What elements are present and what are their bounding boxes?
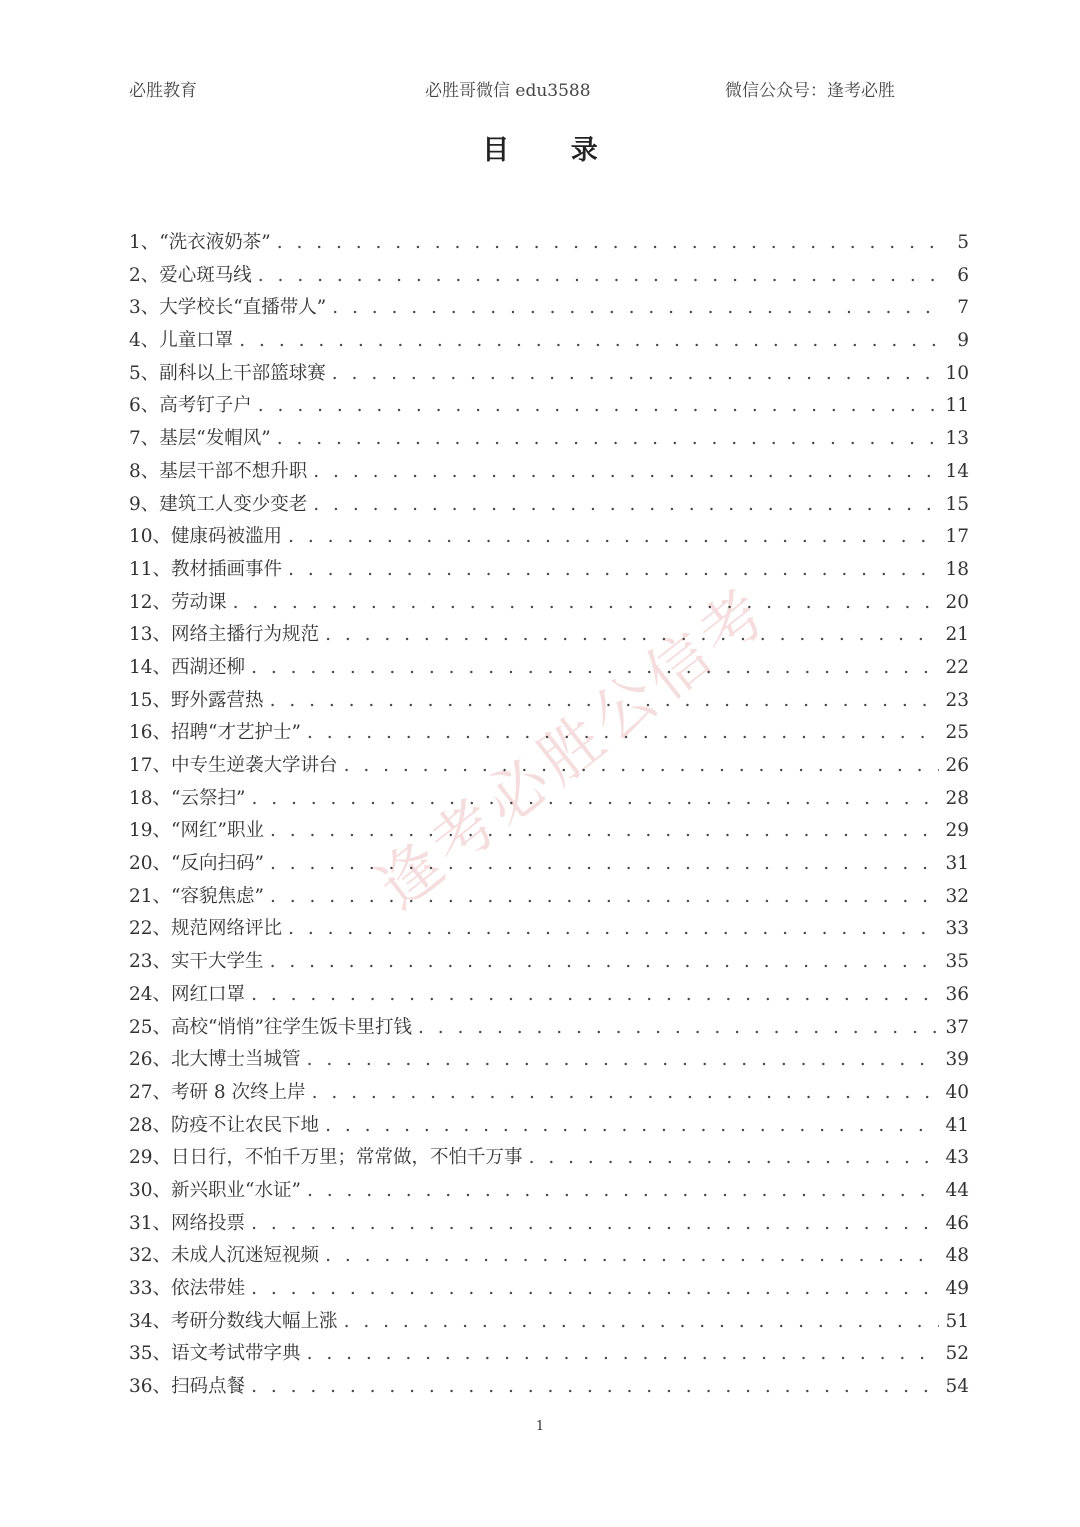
toc-entry-page: 20 (945, 591, 969, 613)
toc-entry-number: 5、 (129, 362, 160, 384)
toc-entry-number: 21、 (129, 885, 172, 907)
toc-entry[interactable] (129, 620, 969, 653)
toc-entry-page: 51 (945, 1310, 969, 1332)
toc-entry-title: 野外露营热 (171, 689, 264, 711)
toc-entry-number: 32、 (129, 1245, 172, 1267)
toc-dot-leader (344, 1311, 940, 1332)
toc-entry[interactable] (129, 914, 969, 947)
toc-entry-title: 高考钉子户 (159, 395, 252, 417)
toc-entry[interactable] (129, 359, 969, 392)
toc-entry-page: 52 (945, 1343, 969, 1365)
toc-entry-number: 2、 (129, 264, 160, 286)
toc-dot-leader (270, 951, 940, 972)
toc-entry[interactable] (129, 1045, 969, 1078)
toc-entry-title: “容貌焦虑” (171, 885, 264, 907)
toc-entry-page: 43 (945, 1147, 969, 1169)
toc-entry-page: 31 (945, 853, 969, 875)
toc-entry-page: 9 (957, 330, 969, 352)
toc-entry-number: 12、 (129, 591, 172, 613)
toc-entry[interactable] (129, 1274, 969, 1307)
toc-entry-title: “云祭扫” (171, 787, 246, 809)
toc-entry-number: 33、 (129, 1278, 172, 1299)
toc-dot-leader (332, 297, 945, 318)
toc-entry-page: 22 (945, 656, 969, 678)
toc-dot-leader (251, 1376, 939, 1397)
toc-entry[interactable] (129, 1339, 969, 1372)
watermark-glyph: 必 (470, 743, 565, 840)
toc-dot-leader (251, 788, 939, 809)
toc-entry[interactable] (129, 1078, 969, 1111)
toc-dot-leader (233, 592, 940, 613)
toc-entry-page: 5 (957, 232, 969, 253)
toc-entry[interactable] (129, 751, 969, 784)
toc-entry-title: 防疫不让农民下地 (171, 1114, 320, 1136)
toc-entry-title: 高校“悄悄”往学生饭卡里打钱 (171, 1016, 412, 1038)
watermark-glyph: 考 (416, 785, 511, 882)
toc-entry-title: 大学校长“直播带人” (159, 297, 327, 319)
toc-entry-number: 22、 (129, 918, 172, 940)
toc-entry[interactable] (129, 816, 969, 849)
toc-entry-page: 6 (957, 264, 969, 286)
toc-entry-title: 教材插画事件 (171, 558, 283, 580)
toc-entry-page: 21 (945, 624, 969, 646)
toc-entry-page: 36 (945, 983, 969, 1005)
toc-entry[interactable] (129, 784, 969, 817)
toc-entry-page: 41 (945, 1114, 969, 1136)
toc-entry-number: 18、 (129, 787, 172, 809)
toc-entry-number: 9、 (129, 493, 160, 515)
toc-entry[interactable] (129, 1307, 969, 1340)
toc-entry-title: 新兴职业“水证” (171, 1179, 301, 1201)
toc-dot-leader (251, 1213, 939, 1234)
toc-entry-number: 4、 (129, 330, 160, 352)
toc-entry-title: 网络投票 (171, 1212, 246, 1234)
header-center-text: 必胜哥微信 edu3588 (425, 81, 591, 101)
toc-entry-number: 16、 (129, 722, 172, 744)
toc-entry-page: 46 (945, 1212, 969, 1234)
toc-dot-leader (288, 918, 939, 939)
toc-entry-page: 17 (945, 526, 969, 548)
toc-entry-page: 48 (945, 1245, 969, 1267)
toc-dot-leader (288, 559, 939, 580)
toc-entry-title: 日日行，不怕千万里；常常做，不怕千万事 (171, 1147, 523, 1169)
toc-dot-leader (313, 461, 939, 482)
toc-entry-title: 健康码被滥用 (171, 526, 283, 548)
toc-entry-page: 14 (945, 460, 969, 482)
toc-entry-title: 北大博士当城管 (171, 1049, 301, 1071)
toc-entry-page: 40 (945, 1081, 969, 1103)
toc-entry[interactable] (129, 1111, 969, 1144)
toc-entry-title: “反向扫码” (171, 853, 264, 875)
toc-dot-leader (270, 853, 939, 874)
toc-entry-title: 建筑工人变少变老 (159, 493, 308, 515)
toc-dot-leader (239, 330, 945, 351)
toc-entry-number: 6、 (129, 395, 160, 417)
toc-entry[interactable] (129, 228, 969, 261)
toc-entry-number: 24、 (129, 983, 172, 1005)
toc-dot-leader (332, 363, 940, 384)
toc-entry[interactable] (129, 882, 969, 915)
toc-entry-page: 29 (945, 820, 969, 842)
toc-entry-title: 网络主播行为规范 (171, 624, 320, 646)
header-left-text: 必胜教育 (129, 81, 197, 101)
toc-entry[interactable] (129, 326, 969, 359)
watermark-glyph: 逢 (363, 827, 458, 924)
toc-dot-leader (258, 395, 940, 416)
toc-entry-page: 11 (945, 395, 969, 417)
toc-entry-number: 23、 (129, 951, 172, 973)
toc-entry-page: 44 (945, 1179, 969, 1201)
toc-entry-title: 劳动课 (171, 591, 227, 613)
toc-entry-title: 扫码点餐 (171, 1376, 246, 1398)
toc-entry[interactable] (129, 261, 969, 294)
toc-dot-leader (258, 265, 945, 286)
toc-entry-title: 招聘“才艺护士” (171, 722, 301, 744)
toc-entry[interactable] (129, 718, 969, 751)
table-of-contents (129, 228, 969, 1405)
toc-entry-title: 基层“发帽风” (159, 428, 271, 450)
toc-entry[interactable] (129, 391, 969, 424)
toc-entry-title: 规范网络评比 (171, 918, 283, 940)
toc-entry-number: 30、 (129, 1179, 172, 1201)
toc-entry-number: 10、 (129, 526, 172, 548)
toc-entry[interactable] (129, 490, 969, 523)
toc-entry-number: 26、 (129, 1049, 172, 1071)
watermark-glyph: 考 (684, 576, 779, 672)
watermark-glyph: 胜 (523, 701, 618, 798)
toc-entry-number: 1、 (129, 232, 160, 253)
toc-entry-page: 54 (945, 1376, 969, 1398)
toc-entry-number: 11、 (129, 558, 172, 580)
toc-dot-leader (277, 428, 940, 449)
toc-dot-leader (325, 624, 939, 645)
toc-dot-leader (313, 494, 939, 515)
toc-entry-page: 25 (945, 722, 969, 744)
page-number: 1 (535, 1419, 545, 1434)
toc-dot-leader (288, 526, 939, 547)
toc-entry-page: 28 (945, 787, 969, 809)
toc-entry-page: 26 (945, 755, 969, 776)
toc-entry[interactable] (129, 293, 969, 326)
toc-entry-title: 语文考试带字典 (171, 1343, 301, 1365)
toc-entry-page: 13 (945, 428, 969, 450)
toc-dot-leader (325, 1245, 939, 1266)
toc-entry-page: 49 (945, 1278, 969, 1299)
toc-entry[interactable] (129, 457, 969, 490)
toc-entry-title: 网红口罩 (171, 983, 246, 1005)
toc-entry[interactable] (129, 947, 969, 980)
toc-dot-leader (307, 1343, 940, 1364)
toc-dot-leader (418, 1017, 939, 1038)
toc-entry-page: 23 (945, 689, 969, 711)
toc-dot-leader (270, 886, 939, 907)
toc-dot-leader (307, 1049, 940, 1070)
toc-entry-number: 8、 (129, 460, 160, 482)
toc-entry-title: 爱心斑马线 (159, 264, 252, 286)
toc-dot-leader (307, 722, 939, 743)
toc-entry-number: 17、 (129, 755, 172, 776)
toc-entry-number: 34、 (129, 1310, 172, 1332)
toc-entry-number: 29、 (129, 1147, 172, 1169)
header-right-text: 微信公众号：逢考必胜 (725, 81, 895, 101)
toc-entry[interactable] (129, 588, 969, 621)
toc-entry-title: “洗衣液奶茶” (159, 232, 271, 253)
toc-entry-number: 31、 (129, 1212, 172, 1234)
toc-entry[interactable] (129, 1176, 969, 1209)
toc-entry[interactable] (129, 1209, 969, 1242)
toc-entry-number: 28、 (129, 1114, 172, 1136)
toc-entry[interactable] (129, 849, 969, 882)
toc-entry-number: 13、 (129, 624, 172, 646)
page-title: 目 录 (482, 135, 624, 166)
toc-entry-title: “网红”职业 (171, 820, 264, 842)
toc-entry-page: 33 (945, 918, 969, 940)
toc-entry-page: 35 (945, 951, 969, 973)
toc-entry-page: 37 (945, 1016, 969, 1038)
toc-dot-leader (312, 1082, 940, 1103)
watermark-glyph: 信 (631, 617, 725, 714)
toc-dot-leader (270, 820, 939, 841)
toc-entry[interactable] (129, 653, 969, 686)
toc-entry-title: 儿童口罩 (159, 330, 234, 352)
toc-entry-title: 考研分数线大幅上涨 (171, 1310, 338, 1332)
toc-entry[interactable] (129, 1013, 969, 1046)
toc-dot-leader (251, 984, 939, 1005)
toc-entry-title: 中专生逆袭大学讲台 (171, 755, 338, 776)
toc-dot-leader (270, 690, 940, 711)
toc-entry[interactable] (129, 1372, 969, 1405)
toc-entry-page: 7 (957, 297, 969, 319)
toc-entry-title: 西湖还柳 (171, 656, 246, 678)
toc-entry-title: 依法带娃 (171, 1278, 246, 1299)
toc-entry-number: 14、 (129, 656, 172, 678)
toc-entry[interactable] (129, 1241, 969, 1274)
toc-entry[interactable] (129, 686, 969, 719)
toc-entry-page: 18 (945, 558, 969, 580)
toc-entry-title: 基层干部不想升职 (159, 460, 308, 482)
toc-dot-leader (251, 657, 939, 678)
toc-entry[interactable] (129, 424, 969, 457)
toc-entry-page: 32 (945, 885, 969, 907)
toc-entry-page: 39 (945, 1049, 969, 1071)
toc-dot-leader (325, 1115, 939, 1136)
toc-entry-number: 35、 (129, 1343, 172, 1365)
toc-entry-page: 10 (945, 362, 969, 384)
toc-entry-number: 3、 (129, 297, 160, 319)
toc-entry-number: 20、 (129, 853, 172, 875)
toc-entry-number: 15、 (129, 689, 172, 711)
toc-dot-leader (307, 1180, 939, 1201)
toc-entry[interactable] (129, 980, 969, 1013)
toc-dot-leader (277, 232, 945, 253)
toc-entry-page: 15 (945, 493, 969, 515)
toc-entry-number: 19、 (129, 820, 172, 842)
toc-entry-title: 实干大学生 (171, 951, 264, 973)
toc-entry[interactable] (129, 555, 969, 588)
toc-entry-number: 7、 (129, 428, 160, 450)
watermark-glyph: 公 (577, 659, 672, 756)
toc-entry-title: 考研 8 次终上岸 (171, 1081, 306, 1103)
toc-dot-leader (529, 1147, 940, 1168)
toc-entry-number: 27、 (129, 1081, 172, 1103)
toc-entry[interactable] (129, 1143, 969, 1176)
toc-dot-leader (251, 1278, 939, 1299)
toc-entry[interactable] (129, 522, 969, 555)
toc-entry-number: 25、 (129, 1016, 172, 1038)
toc-entry-number: 36、 (129, 1376, 172, 1398)
toc-entry-title: 副科以上干部篮球赛 (159, 362, 326, 384)
toc-entry-title: 未成人沉迷短视频 (171, 1245, 320, 1267)
toc-dot-leader (344, 755, 940, 776)
page-header (0, 76, 1080, 104)
